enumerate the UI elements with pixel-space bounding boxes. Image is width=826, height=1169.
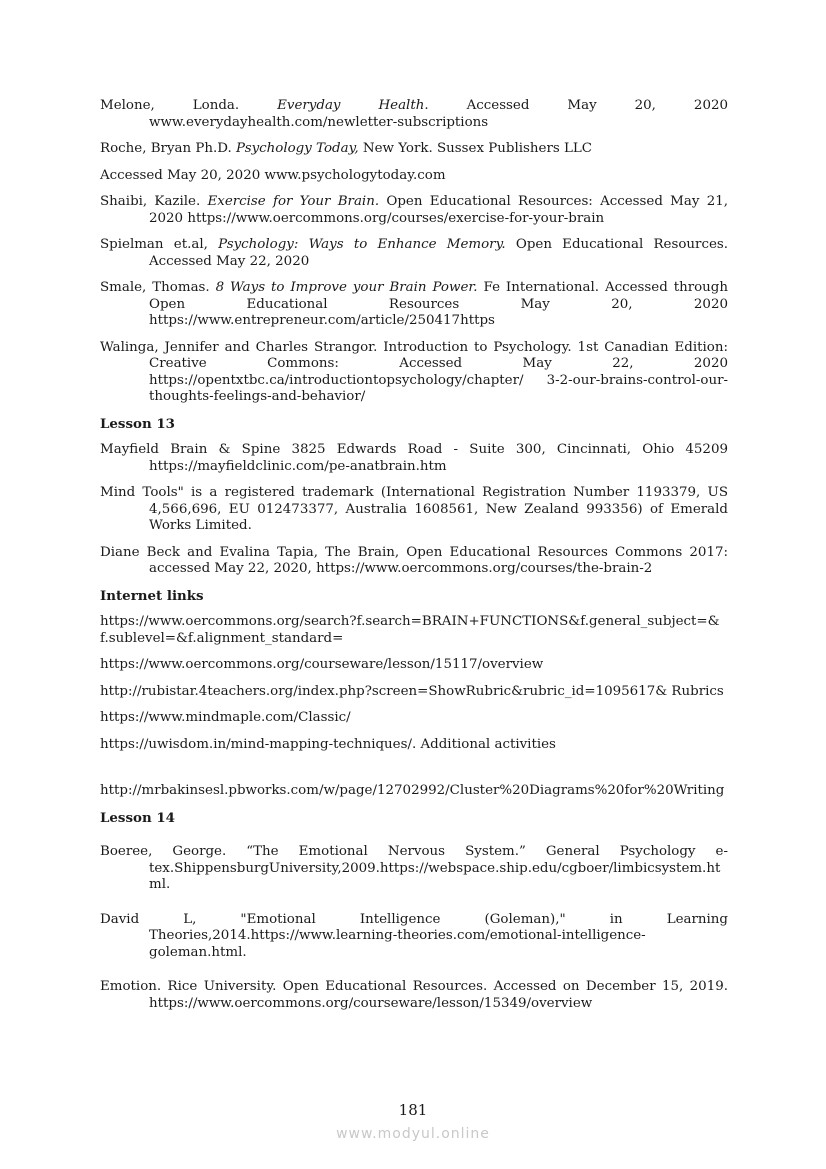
reference-melone [100, 98, 728, 131]
internet-link[interactable]: https://www.oercommons.org/courseware/lesson/15117/overview [100, 657, 544, 672]
internet-link[interactable]: https://www.oercommons.org/search?f.search=BRAIN+FUNCTIONS&f.general_subject=&f.sublevel=&f.alignment_standard= [100, 614, 720, 646]
ref-details: . Accessed May 20, 2020 www.everydayhealth.com/newletter-subscriptions [149, 98, 729, 130]
internet-link[interactable]: https://www.mindmaple.com/Classic/ [100, 710, 351, 725]
ref-author: Smale, Thomas. [100, 280, 216, 295]
reference-roche-access: Accessed May 20, 2020 www.psychologytoday.com [100, 167, 446, 183]
ref-author: Roche, Bryan Ph.D. [100, 141, 237, 156]
page-number: 181 [398, 1101, 428, 1119]
ref-title: 8 Ways to Improve your Brain Power. [215, 280, 478, 295]
lesson-14-heading: Lesson 14 [100, 809, 175, 826]
internet-link[interactable]: http://rubistar.4teachers.org/index.php?screen=ShowRubric&rubric_id=1095617& Rubrics [100, 683, 724, 699]
ref-author: Melone, Londa. [100, 98, 278, 113]
spacer [100, 904, 728, 912]
spacer [100, 971, 728, 979]
reference-spielman [100, 237, 728, 270]
ref-title: Psychology: Ways to Enhance Memory. [218, 237, 506, 252]
watermark: www.modyul.online [336, 1126, 490, 1142]
ref-details: Fe International. Accessed through Open Educational Resources May 20, 2020 https://www.entrepreneur.com/article/250417https [149, 280, 729, 328]
reference-david: David L, "Emotional Intelligence (Goleman)," in Learning Theories,2014.https://www.learning-theories.com/emotional-intelligence-goleman.html. [100, 911, 728, 960]
reference-mind-tools: Mind Tools" is a registered trademark (International Registration Number 1193379, US 4,566,696, EU 012473377, Australia 1608561, New Zealand 993356) of Emerald Works Limited. [100, 485, 728, 533]
lesson-13-heading: Lesson 13 [100, 415, 175, 432]
spacer [100, 763, 728, 783]
ref-title: Exercise for Your Brain. [207, 194, 380, 209]
reference-shaibi [100, 194, 728, 227]
reference-mayfield: Mayfield Brain & Spine 3825 Edwards Road - Suite 300, Cincinnati, Ohio 45209 https://mayfieldclinic.com/pe-anatbrain.htm [100, 442, 728, 474]
reference-page [100, 98, 728, 1022]
reference-emotion: Emotion. Rice University. Open Educational Resources. Accessed on December 15, 2019. https://www.oercommons.org/courseware/lesson/15349/overview [100, 979, 728, 1011]
ref-title: Psychology Today, [236, 141, 359, 156]
ref-details: Open Educational Resources: Accessed May 21, 2020 https://www.oercommons.org/courses/exercise-for-your-brain [149, 194, 728, 226]
spacer [100, 836, 728, 844]
reference-smale [100, 280, 728, 330]
ref-title: Everyday Health [277, 98, 425, 113]
ref-details: New York. Sussex Publishers LLC [358, 141, 593, 156]
internet-link[interactable]: http://mrbakinsesl.pbworks.com/w/page/12702992/Cluster%20Diagrams%20for%20Writing [100, 783, 725, 798]
reference-boeree: Boeree, George. “The Emotional Nervous System.” General Psychology e-tex.ShippensburgUniversity,2009.https://webspace.ship.edu/cgboer/limbicsystem.html. [100, 844, 728, 892]
internet-link[interactable]: https://uwisdom.in/mind-mapping-techniques/. Additional activities [100, 736, 556, 752]
reference-walinga: Walinga, Jennifer and Charles Strangor. Introduction to Psychology. 1st Canadian Edition: Creative Commons: Accessed May 22, 2020 https://opentxtbc.ca/introductiontopsychology/chapter/ 3-2-our-brains-control-our-thoughts-feelings-and-behavior/ [100, 339, 728, 404]
internet-links-heading: Internet links [100, 587, 204, 604]
reference-roche [100, 141, 728, 158]
reference-beck-tapia: Diane Beck and Evalina Tapia, The Brain, Open Educational Resources Commons 2017: accessed May 22, 2020, https://www.oercommons.org/courses/the-brain-2 [100, 544, 728, 576]
ref-author: Shaibi, Kazile. [100, 194, 208, 209]
ref-author: Spielman et.al, [100, 237, 219, 252]
ref-details: Open Educational Resources. Accessed May 22, 2020 [149, 237, 728, 269]
